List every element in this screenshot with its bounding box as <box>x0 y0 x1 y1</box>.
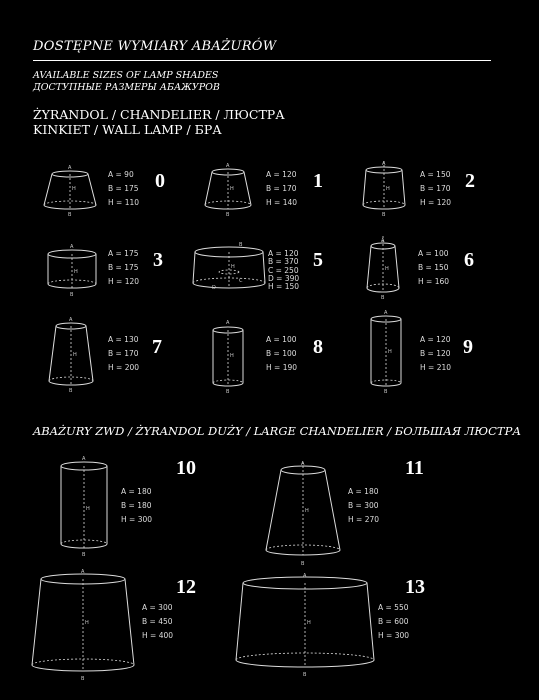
label-b: B <box>239 242 243 248</box>
label-b: B <box>81 676 85 682</box>
label-b: B <box>226 389 230 395</box>
label-h: H <box>230 186 234 192</box>
label-c: C <box>239 278 243 284</box>
dims-shade-11: A = 180 B = 300 H = 270 <box>348 487 380 524</box>
label-b: B <box>382 212 386 218</box>
dims-shade-5: A = 120 B = 370 C = 250 D = 390 H = 150 <box>268 249 300 292</box>
label-a: A <box>226 320 230 326</box>
shade-diagram-10 <box>61 456 107 558</box>
dims-shade-0: A = 90 B = 175 H = 110 <box>108 170 140 207</box>
shade-diagram-6 <box>367 236 399 301</box>
label-d: D <box>212 285 216 291</box>
label-b: B <box>303 672 307 678</box>
shade-diagram-0 <box>44 165 96 218</box>
label-a: A <box>226 163 230 169</box>
label-h: H <box>74 269 78 275</box>
label-a: A <box>381 238 385 244</box>
shade-diagram-12 <box>32 569 134 682</box>
shade-number-0: 0 <box>155 170 165 192</box>
shade-diagram-9 <box>371 310 401 395</box>
label-b: B <box>384 389 388 395</box>
section-heading-chandelier: ŻYRANDOL / CHANDELIER / ЛЮСТРА <box>33 107 285 122</box>
label-b: B <box>68 212 72 218</box>
label-h: H <box>388 349 392 355</box>
dims-shade-7: A = 130 B = 170 H = 200 <box>108 335 140 372</box>
dims-shade-1: A = 120 B = 170 H = 140 <box>266 170 298 207</box>
label-h: H <box>72 186 76 192</box>
label-h: H <box>385 266 389 272</box>
label-a: A <box>81 569 85 575</box>
shade-number-7: 7 <box>152 336 162 358</box>
section-heading-wall-lamp: KINKIET / WALL LAMP / БРА <box>33 122 222 137</box>
label-b: B <box>301 561 305 567</box>
dims-shade-12: A = 300 B = 450 H = 400 <box>142 603 174 640</box>
shade-number-6: 6 <box>464 249 474 271</box>
dims-shade-3: A = 175 B = 175 H = 120 <box>108 249 140 286</box>
shade-diagram-13 <box>236 573 374 678</box>
shade-number-5: 5 <box>313 249 323 271</box>
label-h: H <box>86 506 90 512</box>
dims-shade-2: A = 150 B = 170 H = 120 <box>420 170 452 207</box>
shade-number-2: 2 <box>465 170 475 192</box>
dims-shade-9: A = 120 B = 120 H = 210 <box>420 335 452 372</box>
shade-number-8: 8 <box>313 336 323 358</box>
subtitle-en: AVAILABLE SIZES OF LAMP SHADES <box>33 70 219 81</box>
label-a: A <box>82 456 86 462</box>
label-b: B <box>381 295 385 301</box>
shade-diagram-2 <box>363 161 405 218</box>
label-b: B <box>82 552 86 558</box>
shade-diagram-11 <box>266 461 340 567</box>
label-a: A <box>70 244 74 250</box>
label-h: H <box>386 186 390 192</box>
shade-number-12: 12 <box>176 576 196 598</box>
label-a: A <box>68 165 72 171</box>
label-a: A <box>303 573 307 579</box>
dims-shade-13: A = 550 B = 600 H = 300 <box>378 603 410 640</box>
dims-shade-6: A = 100 B = 150 H = 160 <box>418 249 450 286</box>
shade-number-9: 9 <box>463 336 473 358</box>
subtitle-ru: ДОСТУПНЫЕ РАЗМЕРЫ АБАЖУРОВ <box>33 82 220 93</box>
shade-diagram-5 <box>193 242 265 291</box>
dims-shade-10: A = 180 B = 180 H = 300 <box>121 487 153 524</box>
label-h: H <box>73 352 77 358</box>
label-h: H <box>305 508 309 514</box>
label-b: B <box>69 388 73 394</box>
label-h: H <box>230 353 234 359</box>
label-b: B <box>70 292 74 298</box>
page-title: DOSTĘPNE WYMIARY ABAŻURÓW <box>33 39 277 54</box>
shade-number-10: 10 <box>176 457 196 479</box>
label-a: A <box>384 310 388 316</box>
dims-shade-8: A = 100 B = 100 H = 190 <box>266 335 298 372</box>
section-heading-large-chandelier: ABAŻURY ZWD / ŻYRANDOL DUŻY / LARGE CHANDELIER / БОЛЬШАЯ ЛЮСТРА <box>33 424 522 438</box>
label-a: A <box>301 461 305 467</box>
label-h: H <box>307 620 311 626</box>
shade-number-11: 11 <box>405 457 424 479</box>
label-h: H <box>85 620 89 626</box>
label-b: B <box>226 212 230 218</box>
shade-diagram-7 <box>49 317 93 394</box>
label-a: A <box>382 161 386 167</box>
shade-diagram-8 <box>213 320 243 395</box>
shade-number-13: 13 <box>405 576 425 598</box>
shade-diagram-3 <box>48 244 96 298</box>
label-h: H <box>231 264 235 270</box>
shade-number-3: 3 <box>153 249 163 271</box>
shade-diagram-1 <box>205 163 251 218</box>
shade-number-1: 1 <box>313 170 323 192</box>
label-a: A <box>69 317 73 323</box>
